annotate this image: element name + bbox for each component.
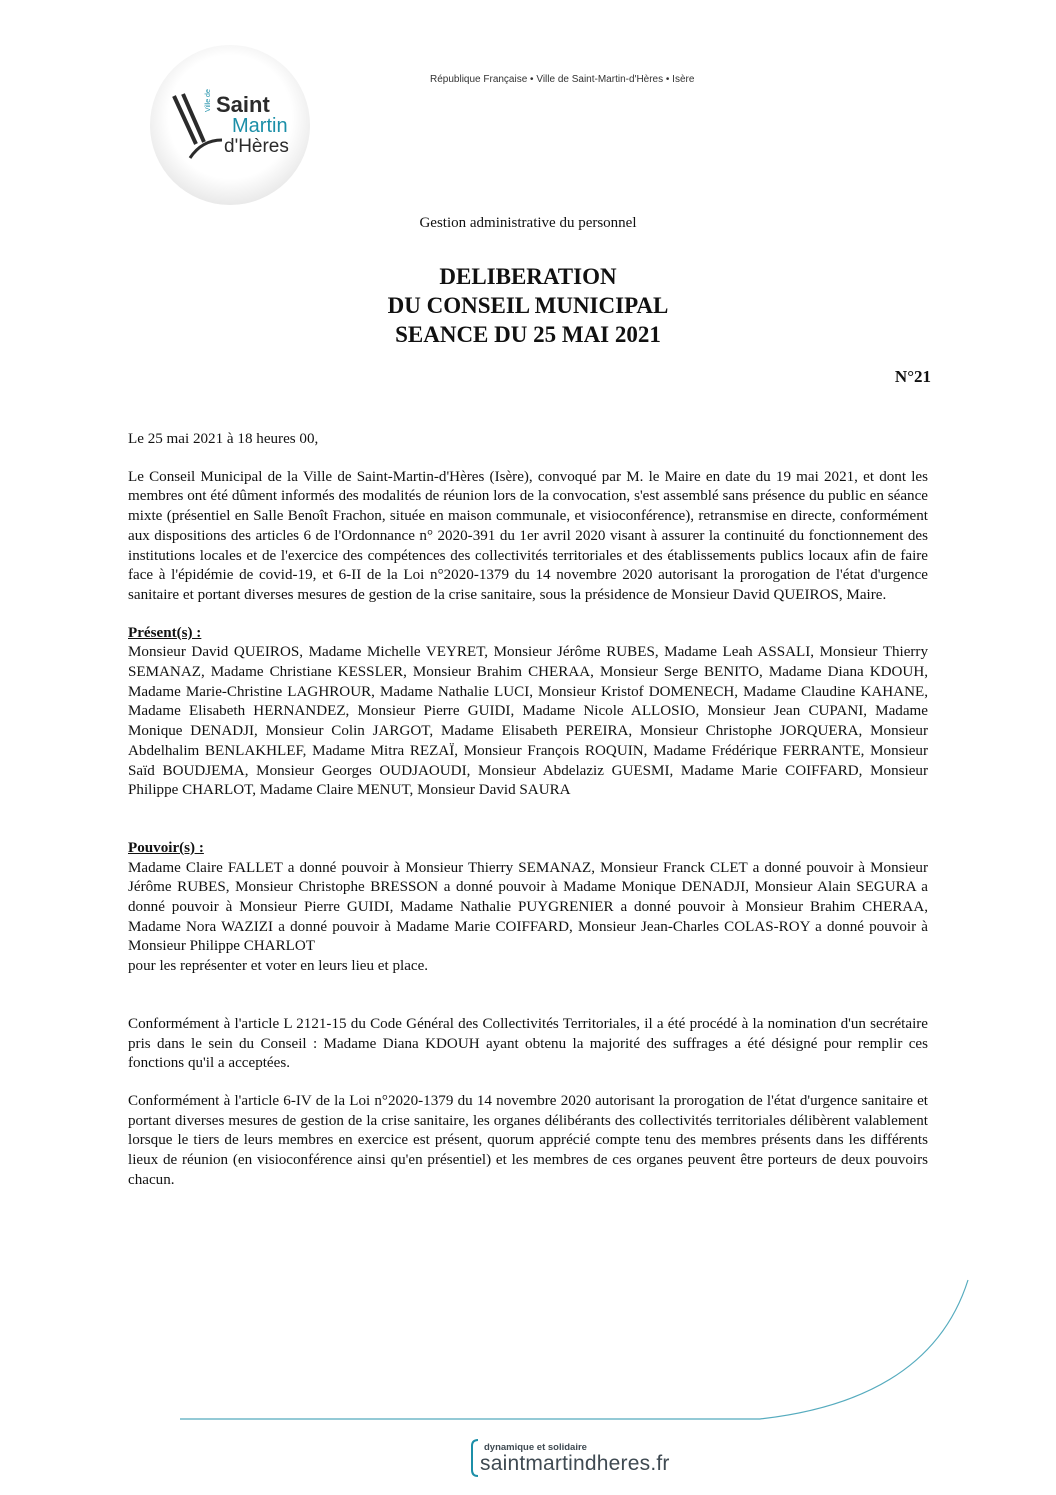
city-logo-emblem: [140, 40, 320, 210]
logo-heres: d'Hères: [224, 136, 289, 157]
city-logo: [140, 40, 320, 210]
document-body: [128, 430, 928, 1191]
title-line-3: SEANCE DU 25 MAI 2021: [395, 322, 661, 347]
pouvoir-list: Madame Claire FALLET a donné pouvoir à Monsieur Thierry SEMANAZ, Monsieur Franck CLET a donné pouvoir à Monsieur Jérôme RUBES, Monsieur Christophe BRESSON a donné pouvoir à Madame Monique DENADJI, Monsieur Alain SEGURA a donné pouvoir à Monsieur Pierre GUIDI, Madame Nathalie PUYGRENIER a donné pouvoir à Monsieur Brahim CHERAA, Madame Nora WAZIZI a donné pouvoir à Madame Marie COIFFARD, Monsieur Jean-Charles COLAS-ROY a donné pouvoir à Monsieur Philippe CHARLOT: [128, 859, 928, 955]
pouvoir-end: pour les représenter et voter en leurs lieu et place.: [128, 958, 429, 975]
present-heading: Présent(s) :: [128, 624, 202, 641]
secretaire-paragraph: Conformément à l'article L 2121-15 du Code Général des Collectivités Territoriales, il a été procédé à la nomination d'un secrétaire pris dans le sein du Conseil : Madame Diana KDOUH ayant obtenu la majorité des suffrages a été désigné pour remplir ces fonctions qu'il a acceptées.: [128, 1015, 928, 1072]
service-name: Gestion administrative du personnel: [419, 215, 637, 231]
pouvoir-heading: Pouvoir(s) :: [128, 839, 204, 856]
footer-bracket-icon: [470, 1438, 480, 1478]
document-title: [0, 262, 1056, 349]
title-line-2: DU CONSEIL MUNICIPAL: [387, 293, 669, 318]
title-line-1: DELIBERATION: [439, 264, 617, 289]
footer-url: saintmartindheres.fr: [480, 1452, 670, 1475]
logo-saint: Saint: [216, 92, 270, 117]
quorum-paragraph: Conformément à l'article 6-IV de la Loi n°2020-1379 du 14 novembre 2020 autorisant la prorogation de l'état d'urgence sanitaire et portant diverses mesures de gestion de la crise sanitaire, les organes délibérants des collectivités territoriales délibèrent valablement lorsque le tiers de leurs membres en exercice est présent, quorum apprécié compte tenu des membres présents dans les différents lieux de réunion (en visioconférence ainsi qu'en présentiel) et les membres de ces organes peuvent être porteurs de deux pouvoirs chacun.: [128, 1092, 928, 1188]
deliberation-number: N°21: [894, 367, 931, 386]
date-line: Le 25 mai 2021 à 18 heures 00,: [128, 431, 319, 447]
present-list: Monsieur David QUEIROS, Madame Michelle VEYRET, Monsieur Jérôme RUBES, Madame Leah ASSALI, Monsieur Thierry SEMANAZ, Madame Christiane KESSLER, Monsieur Brahim CHERAA, Monsieur Serge BENITO, Madame Diana KDOUH, Madame Marie-Christine LAGHROUR, Madame Nathalie LUCI, Monsieur Kristof DOMENECH, Madame Claudine KAHANE, Madame Elisabeth HERNANDEZ, Monsieur Pierre GUIDI, Madame Nicole ALLOSIO, Monsieur Jean CUPANI, Madame Monique DENADJI, Monsieur Colin JARGOT, Madame Elisabeth PEREIRA, Monsieur Christophe JORQUERA, Monsieur Abdelhalim BENLAKHLEF, Madame Mitra REZAÏ, Monsieur François ROQUIN, Madame Frédérique FERRANTE, Monsieur Saïd BOUDJEMA, Monsieur Georges OUDJAOUDI, Monsieur Abdelaziz GUESMI, Madame Marie COIFFARD, Monsieur Philippe CHARLOT, Madame Claire MENUT, Monsieur David SAURA: [128, 644, 928, 799]
logo-martin: Martin: [232, 115, 288, 137]
logo-ville-label: Ville de: [205, 89, 212, 112]
header-republique: République Française • Ville de Saint-Martin-d'Hères • Isère: [430, 74, 695, 85]
footer-tagline: dynamique et solidaire: [484, 1442, 587, 1453]
intro-paragraph: Le Conseil Municipal de la Ville de Saint-Martin-d'Hères (Isère), convoqué par M. le Maire en date du 19 mai 2021, et dont les membres ont été dûment informés des modalités de réunion lors de la convocation, s'est assemblé sans présence du public en séance mixte (présentiel en Salle Benoît Frachon, située en maison communale, et visioconférence), retransmise en directe, conformément aux dispositions des articles 6 de l'Ordonnance n° 2020-391 du 1er avril 2020 visant à assurer la continuité du fonctionnement des institutions locales et de l'exercice des compétences des collectivités territoriales et des établissements publics locaux afin de faire face à l'épidémie de covid-19, et 6-II de la Loi n°2020-1379 du 14 novembre 2020 autorisant la prorogation de l'état d'urgence sanitaire et portant diverses mesures de gestion de la crise sanitaire, sous la présidence de Monsieur David QUEIROS, Maire.: [128, 468, 928, 603]
